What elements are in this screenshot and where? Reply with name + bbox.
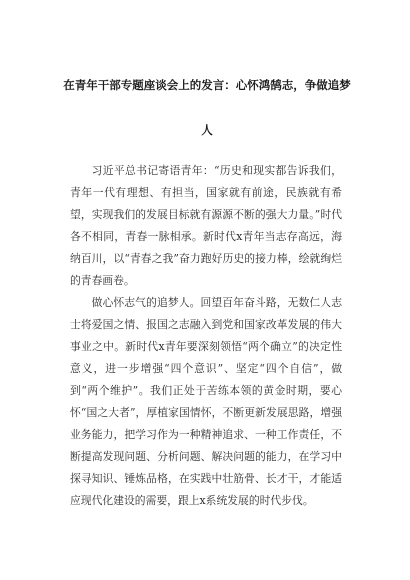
paragraph-text: 习近平总书记寄语青年：“历史和现实都告诉我们，青年一代有理想、有担当，国家就有前途，民族就有希望，实现我们的发展目标就有源源不断的强大力量。”时代各不相同，青春一脉相承。新时代x青年当志存高远，海纳百川，以“青春之我”奋力跑好历史的接力棒，绘就绚烂的青春画卷。 <box>70 164 342 287</box>
document-title-line-1: 在青年干部专题座谈会上的发言：心怀鸿鹄志，争做追梦 <box>63 78 351 92</box>
paragraph-1 <box>70 160 342 292</box>
document-title-line-2: 人 <box>201 123 213 137</box>
paragraph-text: 做心怀志气的追梦人。回望百年奋斗路，无数仁人志士将爱国之情、报国之志融入到党和国家改革发展的伟大事业之中。新时代x青年要深刻领悟“两个确立”的决定性意义，进一步增强“四个意识”、坚定“四个自信”，做到“两个维护”。我们正处于苦练本领的黄金时期，要心怀“国之大者”，厚植家国情怀，不断更新发展思路，增强业务能力，把学习作为一种精神追求、一种工作责任，不断提高发现问题、分析问题、解决问题的能力，在学习中探寻知识、锤炼品格，在实践中壮筋骨、长才干，才能适应现代化建设的需要，跟上x系统发展的时代步伐。 <box>70 296 342 507</box>
paragraph-2 <box>70 292 342 512</box>
